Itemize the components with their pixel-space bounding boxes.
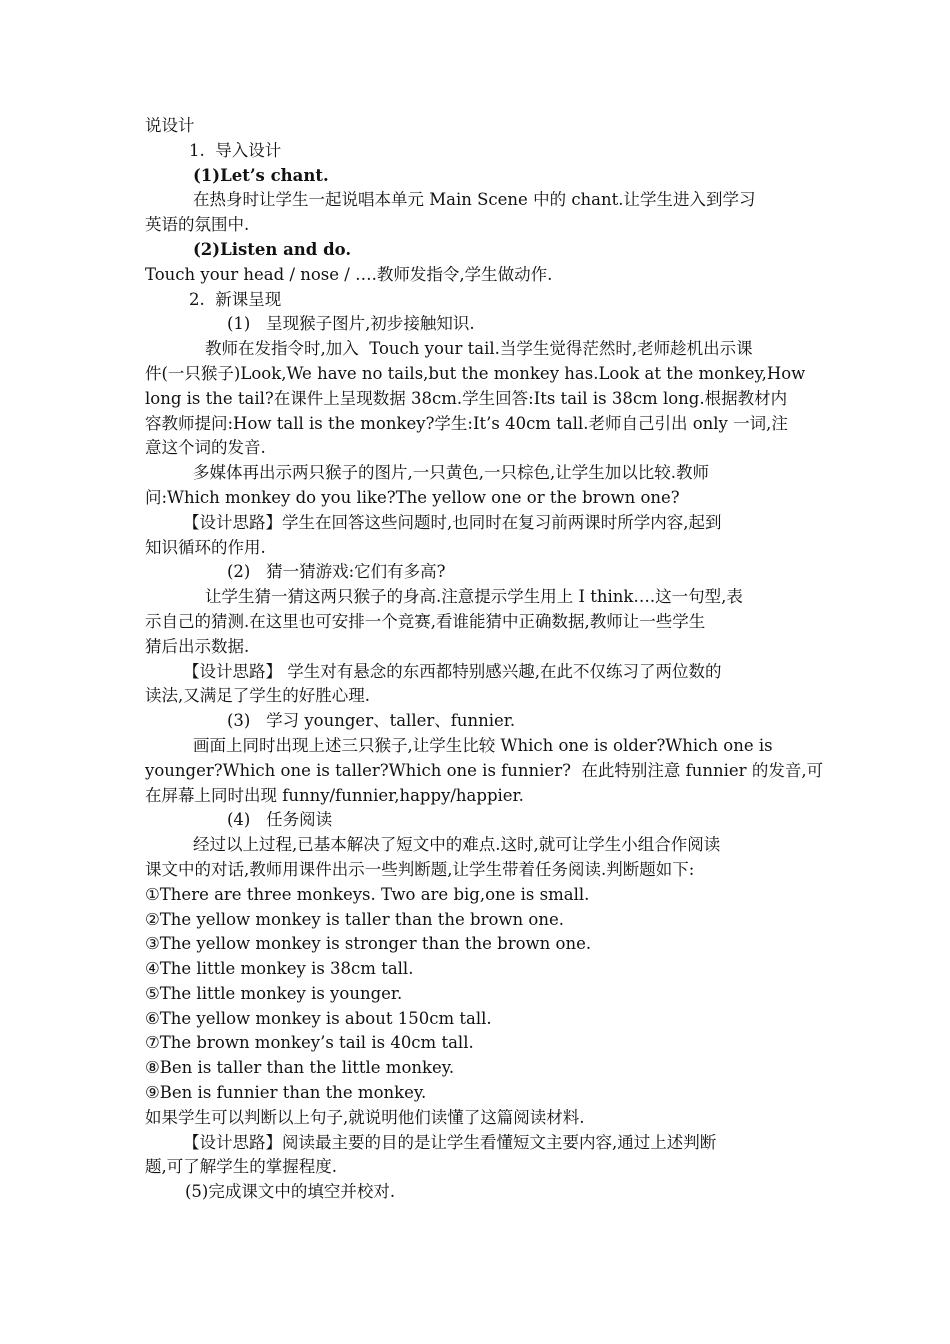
doc-line: ⑧Ben is taller than the little monkey. <box>145 1058 455 1078</box>
doc-line: (1)Let’s chant. <box>193 165 329 185</box>
doc-line: ⑥The yellow monkey is about 150cm tall. <box>145 1008 492 1028</box>
doc-line: ③The yellow monkey is stronger than the brown one. <box>145 934 592 954</box>
doc-line: 容教师提问:How tall is the monkey?学生:It’s 40cm tall.老师自己引出 only 一词,注 <box>145 413 788 433</box>
doc-line: 知识循环的作用. <box>145 537 266 557</box>
doc-line: (2)Listen and do. <box>193 239 352 259</box>
doc-line: 在屏幕上同时出现 funny/funnier,happy/happier. <box>145 785 524 805</box>
doc-line: Touch your head / nose / ….教师发指令,学生做动作. <box>145 264 553 284</box>
doc-line: ⑤The little monkey is younger. <box>145 983 403 1003</box>
doc-line: (5)完成课文中的填空并校对. <box>185 1182 396 1202</box>
doc-line: 教师在发指令时,加入 Touch your tail.当学生觉得茫然时,老师趁机出示课 <box>205 339 753 359</box>
doc-line: ⑦The brown monkey’s tail is 40cm tall. <box>145 1033 474 1053</box>
doc-line: (4) 任务阅读 <box>227 810 333 830</box>
doc-line: 问:Which monkey do you like?The yellow one or the brown one? <box>145 487 680 507</box>
doc-line: 意这个词的发音. <box>145 438 266 458</box>
doc-line: (3) 学习 younger、taller、funnier. <box>227 711 516 731</box>
document-page <box>145 114 824 1205</box>
doc-line: 题,可了解学生的掌握程度. <box>145 1157 337 1177</box>
doc-line: 读法,又满足了学生的好胜心理. <box>145 686 370 706</box>
doc-line: 1. 导入设计 <box>189 140 282 160</box>
doc-line: 让学生猜一猜这两只猴子的身高.注意提示学生用上 I think….这一句型,表 <box>205 587 743 607</box>
doc-line: 课文中的对话,教师用课件出示一些判断题,让学生带着任务阅读.判断题如下: <box>145 859 695 879</box>
doc-line: 经过以上过程,已基本解决了短文中的难点.这时,就可让学生小组合作阅读 <box>193 835 721 855</box>
doc-line: 猜后出示数据. <box>145 636 250 656</box>
doc-line: 多媒体再出示两只猴子的图片,一只黄色,一只棕色,让学生加以比较.教师 <box>193 463 709 483</box>
doc-line: younger?Which one is taller?Which one is funnier? 在此特别注意 funnier 的发音,可 <box>145 760 824 780</box>
doc-line: 【设计思路】阅读最主要的目的是让学生看懂短文主要内容,通过上述判断 <box>183 1132 717 1152</box>
doc-line: long is the tail?在课件上呈现数据 38cm.学生回答:Its tail is 38cm long.根据教材内 <box>145 388 788 408</box>
doc-line: 画面上同时出现上述三只猴子,让学生比较 Which one is older?Which one is <box>193 735 773 755</box>
doc-line: 在热身时让学生一起说唱本单元 Main Scene 中的 chant.让学生进入到学习 <box>193 190 756 210</box>
doc-line: 件(一只猴子)Look,We have no tails,but the monkey has.Look at the monkey,How <box>145 363 806 383</box>
doc-line: 【设计思路】 学生对有悬念的东西都特别感兴趣,在此不仅练习了两位数的 <box>183 661 722 681</box>
doc-line: ①There are three monkeys. Two are big,one is small. <box>145 884 590 904</box>
doc-line: ②The yellow monkey is taller than the brown one. <box>145 909 565 929</box>
doc-line: (1) 呈现猴子图片,初步接触知识. <box>227 314 475 334</box>
doc-line: 示自己的猜测.在这里也可安排一个竞赛,看谁能猜中正确数据,教师让一些学生 <box>145 611 706 631</box>
doc-line: 2. 新课呈现 <box>189 289 282 309</box>
doc-line: 如果学生可以判断以上句子,就说明他们读懂了这篇阅读材料. <box>145 1107 585 1127</box>
doc-line: 说设计 <box>145 116 195 135</box>
doc-line: ④The little monkey is 38cm tall. <box>145 959 414 979</box>
doc-line: 【设计思路】学生在回答这些问题时,也同时在复习前两课时所学内容,起到 <box>183 512 722 532</box>
doc-line: 英语的氛围中. <box>145 215 250 235</box>
doc-line: ⑨Ben is funnier than the monkey. <box>145 1083 427 1103</box>
doc-line: (2) 猜一猜游戏:它们有多高? <box>227 562 446 582</box>
